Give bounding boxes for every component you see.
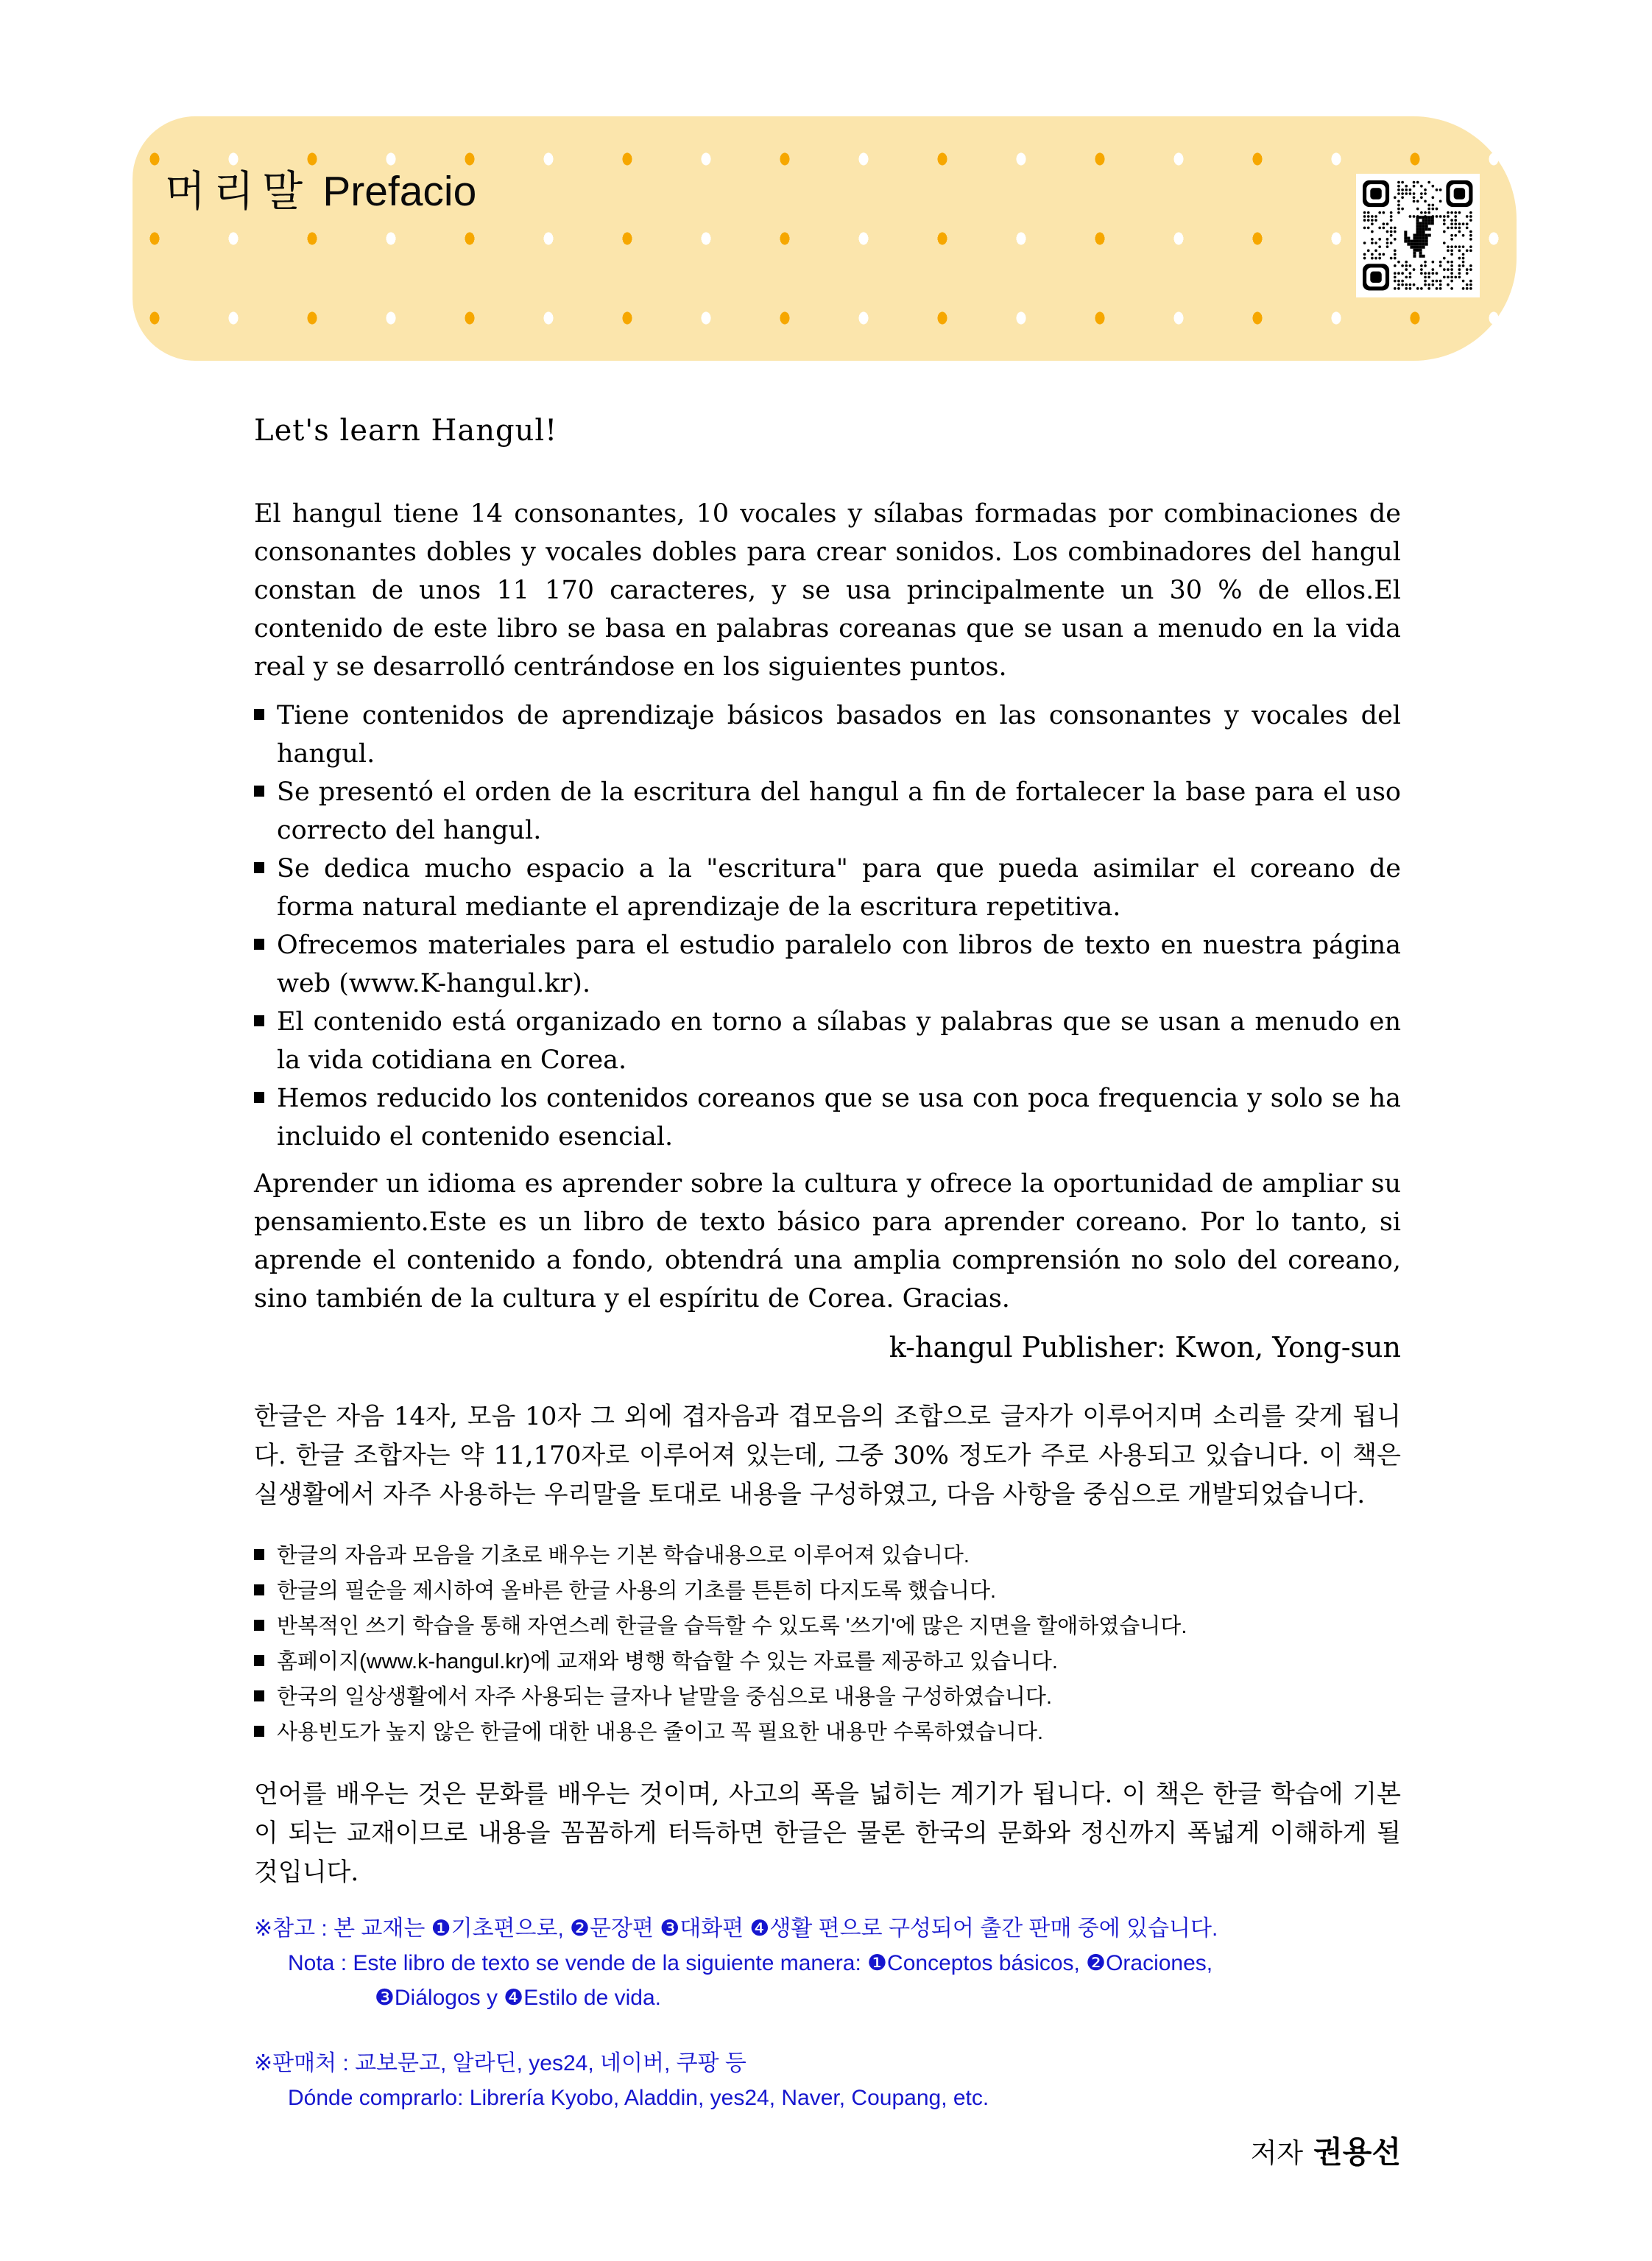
list-item [254,1715,1401,1750]
intro-paragraph-ko: 한글은 자음 14자, 모음 10자 그 외에 겹자음과 겹모음의 조합으로 글자가 이루어지며 소리를 갖게 됩니다. 한글 조합자는 약 11,170자로 이루어져 있는데, 그중 30% 정도가 주로 사용되고 있습니다. 이 책은 실생활에서 자주 사용하는 우리말을 토대로 내용을 구성하였고, 다음 사항을 중심으로 개발되었습니다. [254,1402,1401,1509]
list-item [254,696,1401,773]
list-item-text: 한글의 필순을 제시하여 올바른 한글 사용의 기초를 튼튼히 다지도록 했습니다. [277,1579,997,1603]
square-bullet-icon [254,709,264,720]
square-bullet-icon [254,1549,264,1560]
list-item-text: 한국의 일상생활에서 자주 사용되는 글자나 낱말을 중심으로 내용을 구성하였습니다. [277,1685,1053,1709]
publisher-line: k-hangul Publisher: Kwon, Yong-sun [889,1331,1401,1364]
list-item-text: 반복적인 쓰기 학습을 통해 자연스레 한글을 습득할 수 있도록 '쓰기'에 많은 지면을 할애하였습니다. [277,1615,1187,1638]
note-editions [254,1911,1401,2015]
square-bullet-icon [254,939,264,950]
list-item [254,1573,1401,1609]
list-item-text: Se dedica mucho espacio a la "escritura" para que pueda asimilar el coreano de forma natural mediante el aprendizaje de la escritura repetitiva. [277,854,1401,922]
list-item [254,1538,1401,1573]
section-heading: Let's learn Hangul! [254,414,558,448]
list-item-text: 홈페이지(www.k-hangul.kr)에 교재와 병행 학습할 수 있는 자료를 제공하고 있습니다. [277,1650,1058,1673]
list-item-text: Ofrecemos materiales para el estudio paralelo con libros de texto en nuestra página web (www.K-hangul.kr). [277,931,1401,998]
list-item [254,1609,1401,1644]
note-where-to-buy [254,2046,1401,2115]
preface-content [254,412,1401,2171]
list-item [254,1003,1401,1079]
closing-paragraph-es: Aprender un idioma es aprender sobre la cultura y ofrece la oportunidad de ampliar su pensamiento.Este es un libro de texto básico para aprender coreano. Por lo tanto, si aprende el contenido a fondo, obtendrá una amplia comprensión no solo del coreano, sino también de la cultura y el espíritu de Corea. Gracias. [254,1169,1401,1313]
square-bullet-icon [254,1655,264,1666]
list-item [254,1644,1401,1679]
list-item [254,1679,1401,1715]
list-item [254,926,1401,1003]
page-title-korean: 머리말 [165,168,311,215]
list-item-text: Tiene contenidos de aprendizaje básicos basados en las consonantes y vocales del hangul. [277,701,1401,769]
intro-paragraph-es: El hangul tiene 14 consonantes, 10 vocales y sílabas formadas por combinaciones de consonantes dobles y vocales dobles para crear sonidos. Los combinadores del hangul constan de unos 11 170 caracteres, y se usa principalmente un 30 % de ellos.El contenido de este libro se basa en palabras coreanas que se usan a menudo en la vida real y se desarrolló centrándose en los siguientes puntos. [254,499,1401,682]
note-editions-line-es-cont: ❸Diálogos y ❹Estilo de vida. [375,1986,661,2010]
list-item [254,773,1401,850]
feature-list-ko [254,1538,1401,1750]
square-bullet-icon [254,862,264,873]
square-bullet-icon [254,1726,264,1737]
list-item [254,1079,1401,1156]
page-title [165,169,476,214]
list-item-text: 한글의 자음과 모음을 기초로 배우는 기본 학습내용으로 이루어져 있습니다. [277,1544,970,1567]
list-item-text: 사용빈도가 높지 않은 한글에 대한 내용은 줄이고 꼭 필요한 내용만 수록하였습니다. [277,1721,1044,1744]
square-bullet-icon [254,786,264,797]
list-item-text: Hemos reducido los contenidos coreanos que se usa con poca frequencia y solo se ha incluido el contenido esencial. [277,1084,1401,1151]
square-bullet-icon [254,1620,264,1631]
closing-paragraph-ko: 언어를 배우는 것은 문화를 배우는 것이며, 사고의 폭을 넓히는 계기가 됩니다. 이 책은 한글 학습에 기본이 되는 교재이므로 내용을 꼼꼼하게 터득하면 한글은 물론 한국의 문화와 정신까지 폭넓게 이해하게 될 것입니다. [254,1779,1401,1887]
qr-code-icon [1356,174,1480,297]
note-where-to-buy-line-es: Dónde comprarlo: Librería Kyobo, Aladdin, yes24, Naver, Coupang, etc. [288,2086,989,2110]
square-bullet-icon [254,1690,264,1701]
square-bullet-icon [254,1092,264,1103]
header-banner [133,116,1517,361]
square-bullet-icon [254,1584,264,1595]
author-name: 권용선 [1313,2134,1401,2170]
note-editions-line-ko: ※참고 : 본 교재는 ❶기초편으로, ❷문장편 ❸대화편 ❹생활 편으로 구성되어 출간 판매 중에 있습니다. [254,1916,1218,1941]
square-bullet-icon [254,1015,264,1026]
note-editions-line-es: Nota : Este libro de texto se vende de la siguiente manera: ❶Conceptos básicos, ❷Oraciones, [288,1951,1213,1975]
feature-list-es [254,696,1401,1156]
list-item-text: El contenido está organizado en torno a sílabas y palabras que se usan a menudo en la vida cotidiana en Corea. [277,1007,1401,1075]
page-title-spanish: Prefacio [322,168,477,215]
note-where-to-buy-line-ko: ※판매처 : 교보문고, 알라딘, yes24, 네이버, 쿠팡 등 [254,2051,746,2075]
author-line [254,2134,1401,2171]
list-item [254,850,1401,926]
author-label: 저자 [1250,2137,1304,2169]
list-item-text: Se presentó el orden de la escritura del hangul a fin de fortalecer la base para el uso correcto del hangul. [277,777,1401,845]
